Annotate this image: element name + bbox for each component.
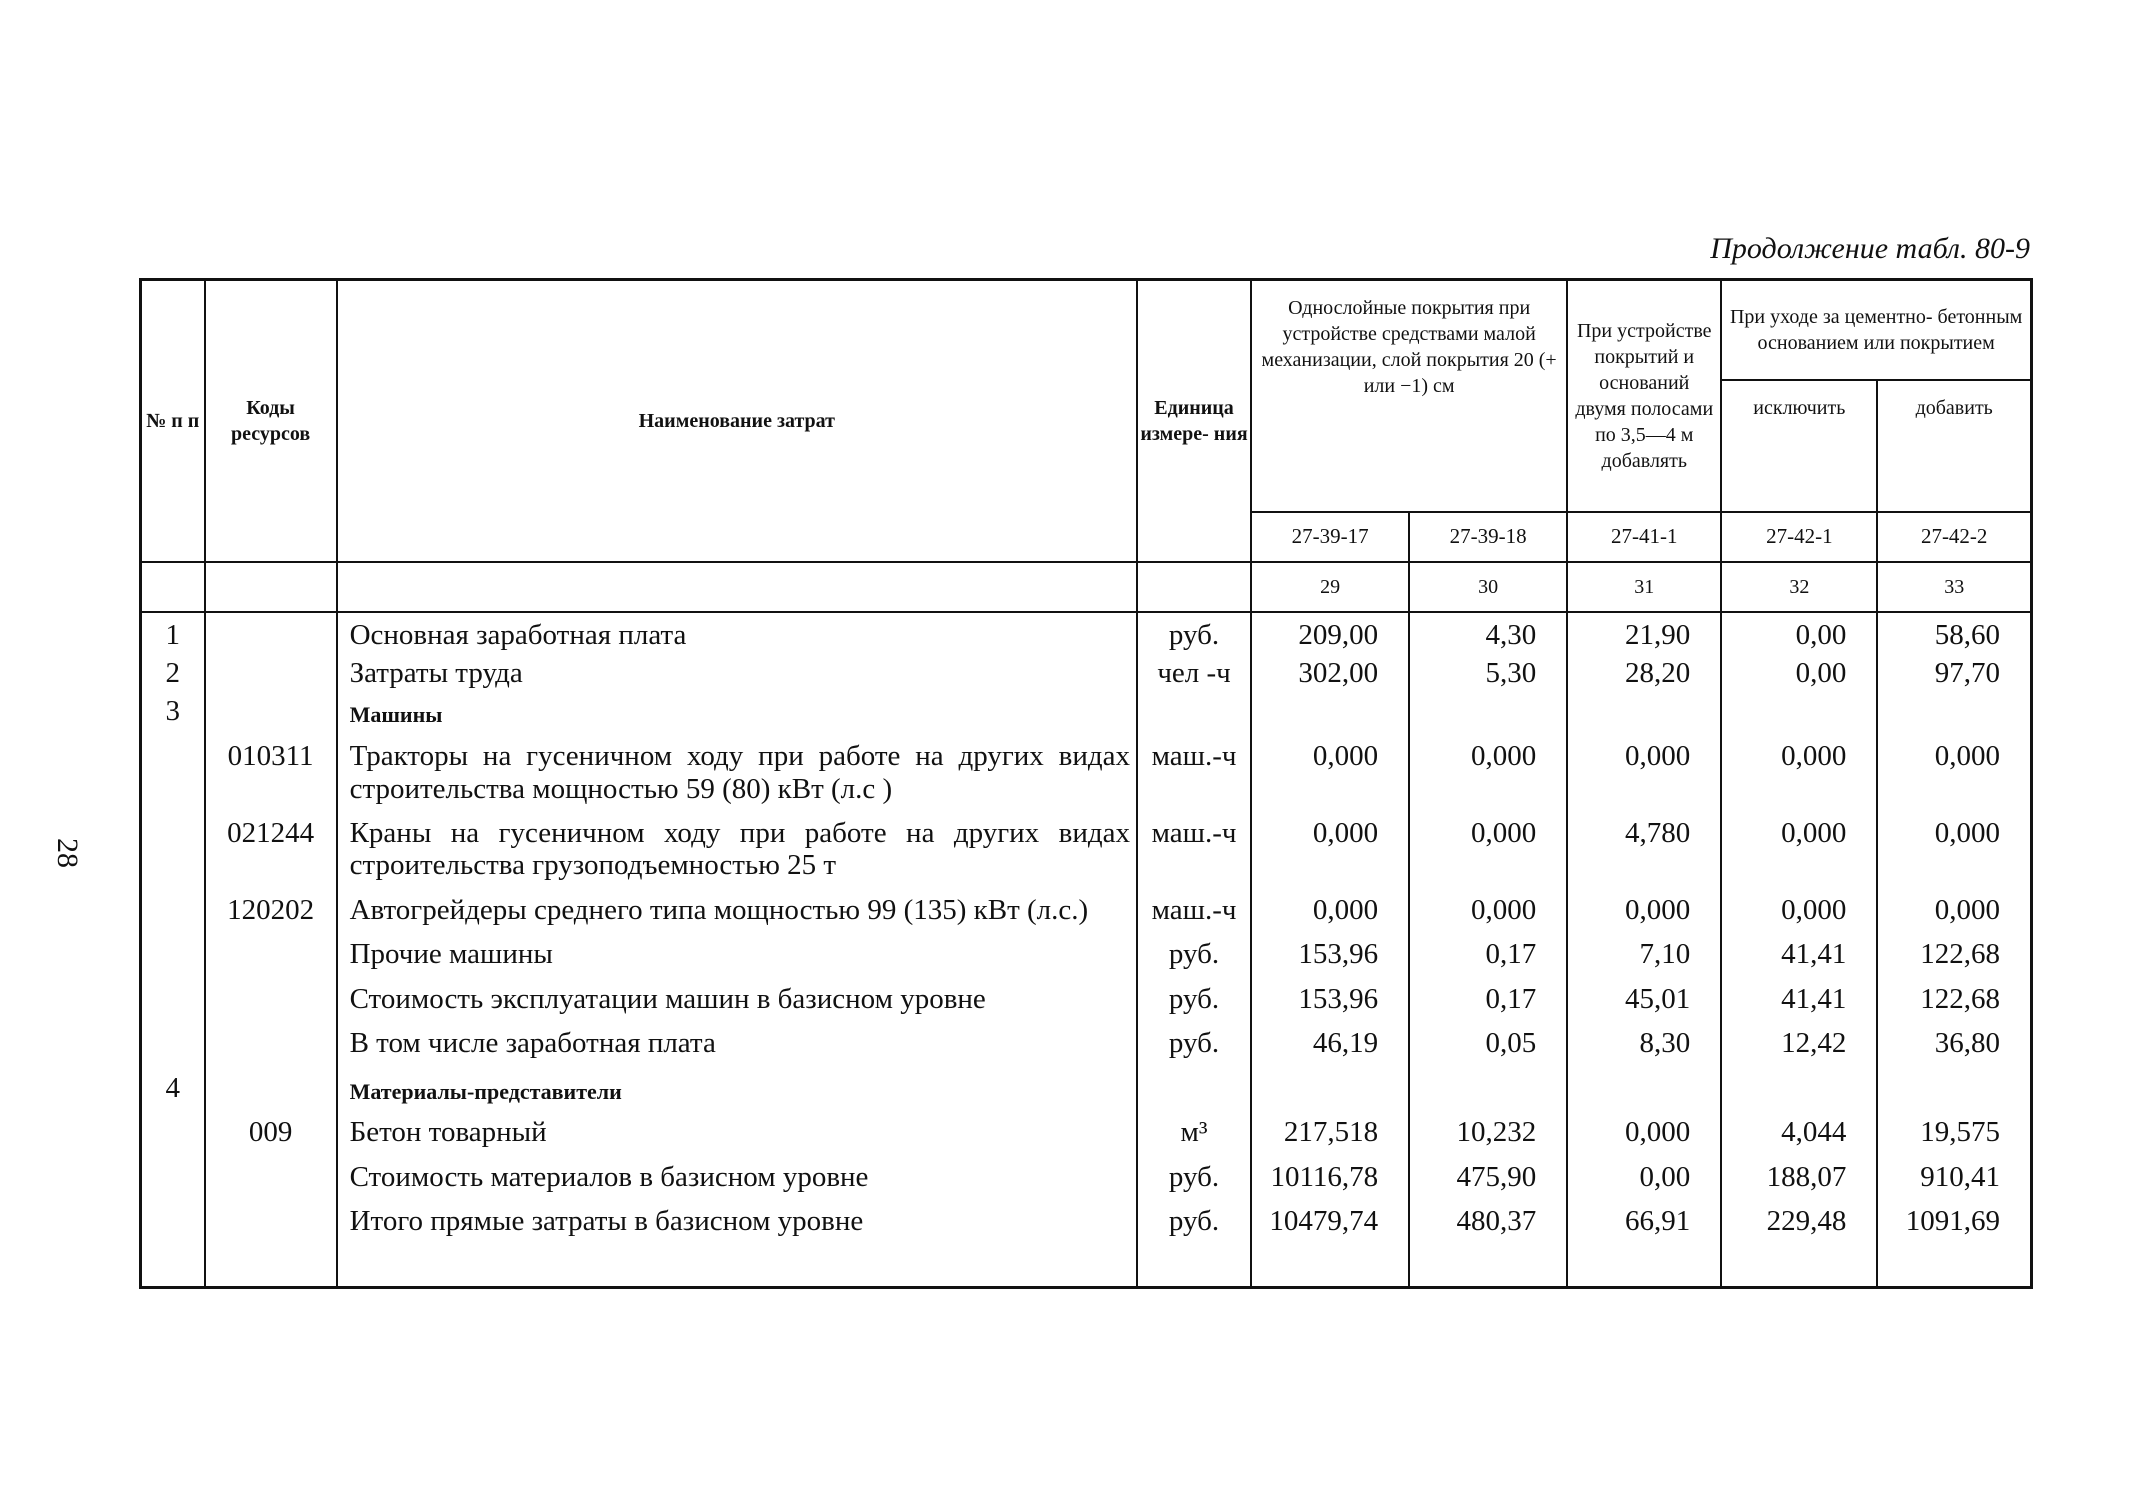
value-cell: 4,30: [1409, 612, 1567, 657]
cost-name: Стоимость эксплуатации машин в базисном уровне: [337, 977, 1137, 1021]
cost-name: Затраты труда: [337, 657, 1137, 689]
row-number: [141, 977, 205, 1021]
cost-table: [139, 278, 2033, 1289]
cost-name: В том числе заработная плата: [337, 1021, 1137, 1065]
row-number: [141, 1110, 205, 1154]
value-cell: 0,000: [1721, 811, 1877, 888]
value-cell: 0,000: [1409, 811, 1567, 888]
resource-code: [205, 1021, 337, 1065]
row-number: [141, 932, 205, 976]
value-cell: 229,48: [1721, 1199, 1877, 1243]
value-cell: 0,000: [1251, 734, 1409, 811]
value-cell: 97,70: [1877, 657, 2031, 689]
unit: маш.-ч: [1137, 811, 1251, 888]
resource-code: [205, 612, 337, 657]
value-cell: 0,000: [1877, 888, 2031, 932]
value-cell: 46,19: [1251, 1021, 1409, 1065]
resource-code: [205, 657, 337, 689]
table-row: [141, 657, 2032, 689]
value-cell: 0,00: [1567, 1155, 1721, 1199]
row-number: 3: [141, 689, 205, 734]
row-number: 1: [141, 612, 205, 657]
rate-code: 27-41-1: [1567, 512, 1721, 562]
table-row: [141, 1155, 2032, 1199]
value-cell: [1409, 689, 1567, 734]
unit: руб.: [1137, 1199, 1251, 1243]
row-number: [141, 1155, 205, 1199]
cost-name: Стоимость материалов в базисном уровне: [337, 1155, 1137, 1199]
value-cell: 0,00: [1721, 612, 1877, 657]
column-number: 29: [1251, 562, 1409, 612]
header-group-single-layer: Однослойные покрытия при устройстве средствами малой механизации, слой покрытия 20 (+ или −1) см: [1251, 280, 1567, 512]
unit: [1137, 689, 1251, 734]
table-row: [141, 689, 2032, 734]
value-cell: 0,000: [1409, 734, 1567, 811]
unit: руб.: [1137, 1155, 1251, 1199]
value-cell: [1567, 689, 1721, 734]
resource-code: [205, 1199, 337, 1243]
header-exclude: исключить: [1721, 380, 1877, 512]
value-cell: 1091,69: [1877, 1199, 2031, 1243]
header-no: № п п: [141, 280, 205, 562]
table-row: [141, 811, 2032, 888]
value-cell: 0,000: [1567, 734, 1721, 811]
value-cell: 0,000: [1567, 1110, 1721, 1154]
unit: руб.: [1137, 1021, 1251, 1065]
row-number: [141, 1199, 205, 1243]
resource-code: [205, 1155, 337, 1199]
value-cell: 475,90: [1409, 1155, 1567, 1199]
value-cell: 58,60: [1877, 612, 2031, 657]
value-cell: 4,780: [1567, 811, 1721, 888]
unit: чел -ч: [1137, 657, 1251, 689]
value-cell: 21,90: [1567, 612, 1721, 657]
value-cell: 122,68: [1877, 932, 2031, 976]
value-cell: 8,30: [1567, 1021, 1721, 1065]
unit: руб.: [1137, 932, 1251, 976]
unit: [1137, 1066, 1251, 1111]
value-cell: 0,000: [1721, 888, 1877, 932]
cost-name: Прочие машины: [337, 932, 1137, 976]
row-number: 2: [141, 657, 205, 689]
value-cell: 10116,78: [1251, 1155, 1409, 1199]
row-number: [141, 811, 205, 888]
table-row: [141, 612, 2032, 657]
value-cell: 0,000: [1877, 734, 2031, 811]
resource-code: 010311: [205, 734, 337, 811]
value-cell: 36,80: [1877, 1021, 2031, 1065]
unit: м³: [1137, 1110, 1251, 1154]
table-row: [141, 888, 2032, 932]
table-row: [141, 1199, 2032, 1243]
cost-name: Основная заработная плата: [337, 612, 1137, 657]
rate-code: 27-42-2: [1877, 512, 2031, 562]
value-cell: 188,07: [1721, 1155, 1877, 1199]
value-cell: 0,00: [1721, 657, 1877, 689]
value-cell: 28,20: [1567, 657, 1721, 689]
rate-code: 27-39-18: [1409, 512, 1567, 562]
row-number: [141, 1021, 205, 1065]
value-cell: 0,05: [1409, 1021, 1567, 1065]
cost-name: Тракторы на гусеничном ходу при работе на других видах строительства мощностью 59 (80) кВт (л.с ): [337, 734, 1137, 811]
value-cell: [1877, 689, 2031, 734]
section-heading: Материалы-представители: [337, 1066, 1137, 1111]
value-cell: 217,518: [1251, 1110, 1409, 1154]
table-row: [141, 1066, 2032, 1111]
value-cell: 0,000: [1721, 734, 1877, 811]
resource-code: 009: [205, 1110, 337, 1154]
table-row: [141, 932, 2032, 976]
value-cell: 5,30: [1409, 657, 1567, 689]
table-continuation-caption: Продолжение табл. 80-9: [1710, 232, 2030, 265]
value-cell: 0,17: [1409, 977, 1567, 1021]
value-cell: 153,96: [1251, 932, 1409, 976]
value-cell: [1409, 1066, 1567, 1111]
value-cell: 45,01: [1567, 977, 1721, 1021]
column-number: 30: [1409, 562, 1567, 612]
cost-name: Итого прямые затраты в базисном уровне: [337, 1199, 1137, 1243]
value-cell: [1721, 1066, 1877, 1111]
header-unit: Единица измере- ния: [1137, 280, 1251, 562]
value-cell: 910,41: [1877, 1155, 2031, 1199]
value-cell: 480,37: [1409, 1199, 1567, 1243]
table-row: [141, 977, 2032, 1021]
header-group-curing: При уходе за цементно- бетонным основанием или покрытием: [1721, 280, 2031, 380]
row-number: [141, 734, 205, 811]
value-cell: 302,00: [1251, 657, 1409, 689]
cost-name: Автогрейдеры среднего типа мощностью 99 (135) кВт (л.с.): [337, 888, 1137, 932]
unit: маш.-ч: [1137, 734, 1251, 811]
resource-code: [205, 689, 337, 734]
resource-code: [205, 932, 337, 976]
table-bottom-spacer: [141, 1244, 2032, 1288]
table-row: [141, 1110, 2032, 1154]
value-cell: 10,232: [1409, 1110, 1567, 1154]
row-number: 4: [141, 1066, 205, 1111]
value-cell: 0,17: [1409, 932, 1567, 976]
resource-code: 021244: [205, 811, 337, 888]
value-cell: 0,000: [1567, 888, 1721, 932]
column-number: 32: [1721, 562, 1877, 612]
section-heading: Машины: [337, 689, 1137, 734]
resource-code: 120202: [205, 888, 337, 932]
value-cell: [1721, 689, 1877, 734]
resource-code: [205, 1066, 337, 1111]
header-name: Наименование затрат: [337, 280, 1137, 562]
column-number: 33: [1877, 562, 2031, 612]
cost-name: Бетон товарный: [337, 1110, 1137, 1154]
unit: маш.-ч: [1137, 888, 1251, 932]
value-cell: 12,42: [1721, 1021, 1877, 1065]
value-cell: 19,575: [1877, 1110, 2031, 1154]
value-cell: 0,000: [1877, 811, 2031, 888]
table-row: [141, 734, 2032, 811]
resource-code: [205, 977, 337, 1021]
unit: руб.: [1137, 977, 1251, 1021]
value-cell: [1251, 689, 1409, 734]
value-cell: 4,044: [1721, 1110, 1877, 1154]
value-cell: 0,000: [1251, 888, 1409, 932]
rate-code: 27-42-1: [1721, 512, 1877, 562]
value-cell: [1251, 1066, 1409, 1111]
value-cell: 153,96: [1251, 977, 1409, 1021]
value-cell: 7,10: [1567, 932, 1721, 976]
value-cell: 41,41: [1721, 977, 1877, 1021]
value-cell: [1877, 1066, 2031, 1111]
value-cell: 41,41: [1721, 932, 1877, 976]
header-codes: Коды ресурсов: [205, 280, 337, 562]
value-cell: [1567, 1066, 1721, 1111]
table-row: [141, 1021, 2032, 1065]
table-body: [141, 612, 2032, 1288]
column-number: 31: [1567, 562, 1721, 612]
value-cell: 209,00: [1251, 612, 1409, 657]
value-cell: 0,000: [1409, 888, 1567, 932]
value-cell: 0,000: [1251, 811, 1409, 888]
value-cell: 66,91: [1567, 1199, 1721, 1243]
header-add: добавить: [1877, 380, 2031, 512]
unit: руб.: [1137, 612, 1251, 657]
page-number: 28: [51, 838, 84, 868]
header-group-two-strips: При устройстве покрытий и оснований двумя полосами по 3,5—4 м добавлять: [1567, 280, 1721, 512]
value-cell: 10479,74: [1251, 1199, 1409, 1243]
cost-name: Краны на гусеничном ходу при работе на других видах строительства грузоподъемностью 25 т: [337, 811, 1137, 888]
row-number: [141, 888, 205, 932]
value-cell: 122,68: [1877, 977, 2031, 1021]
rate-code: 27-39-17: [1251, 512, 1409, 562]
